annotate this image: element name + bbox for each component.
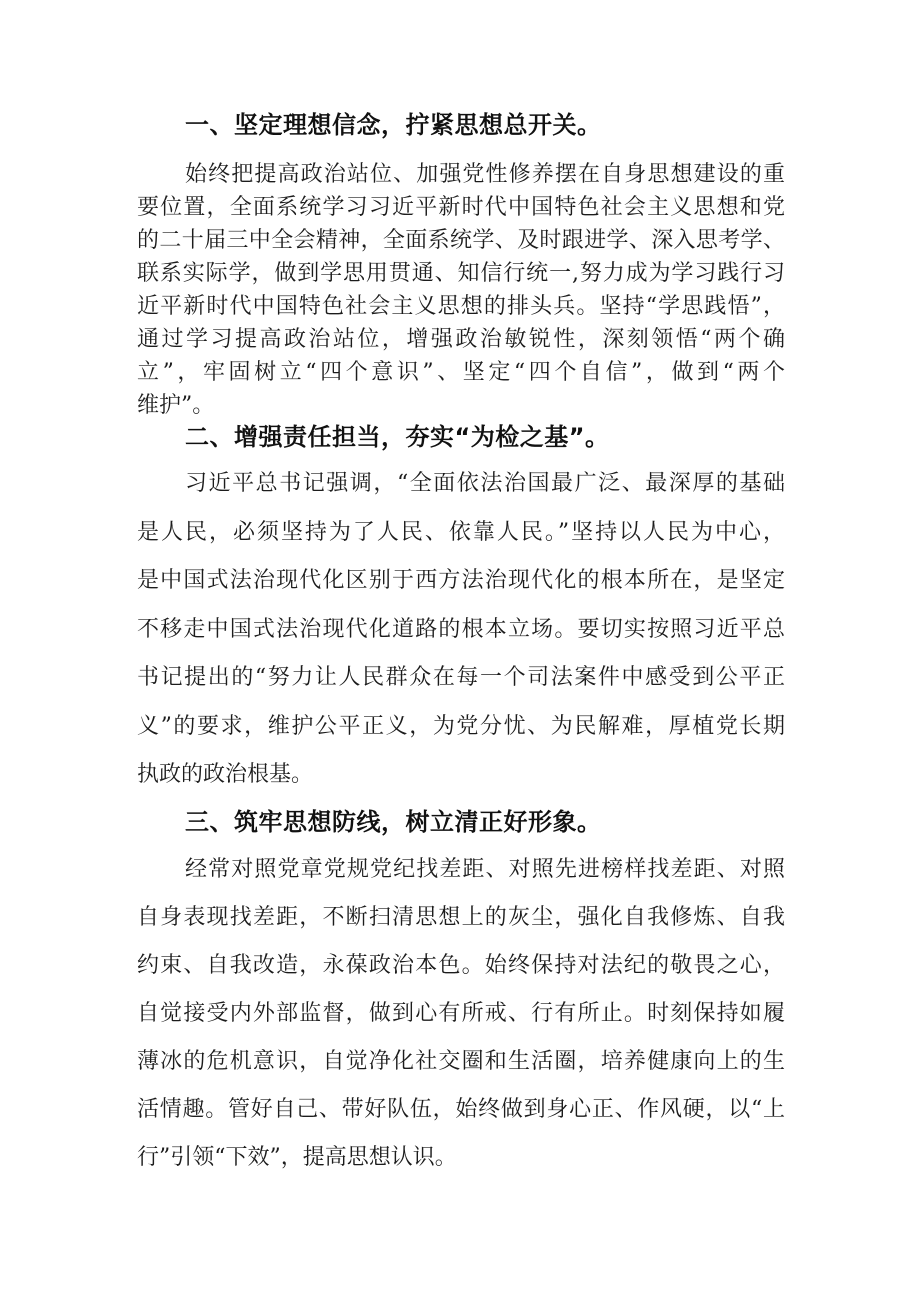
paragraph-line: 行”引领“下效”，提高思想认识。 [137, 1145, 457, 1170]
section-paragraph-3 [137, 846, 785, 1182]
paragraph-line: 近平新时代中国特色社会主义思想的排头兵。坚持“学思践悟”， [137, 294, 785, 319]
paragraph-line: 始终把提高政治站位、加强党性修养摆在自身思想建设的重 [185, 162, 785, 187]
paragraph-line: 的二十届三中全会精神，全面系统学、及时跟进学、深入思考学、 [137, 228, 785, 253]
paragraph-line: 是中国式法治现代化区别于西方法治现代化的根本所在，是坚定 [137, 568, 785, 593]
paragraph-line: 经常对照党章党规党纪找差距、对照先进榜样找差距、对照 [185, 857, 785, 882]
paragraph-line: 维护”。 [137, 393, 215, 418]
paragraph-line: 是人民，必须坚持为了人民、依靠人民。”坚持以人民为中心， [137, 519, 785, 545]
paragraph-line: 不移走中国式法治现代化道路的根本立场。要切实按照习近平总 [137, 616, 785, 642]
section-heading-2: 二、增强责任担当，夯实“为检之基”。 [185, 423, 610, 451]
paragraph-line: 活情趣。管好自己、带好队伍，始终做到身心正、作风硬，以“上 [137, 1097, 785, 1122]
paragraph-line: 立”，牢固树立“四个意识”、坚定“四个自信”，做到“两个 [137, 360, 785, 385]
section-paragraph-1 [137, 158, 785, 422]
paragraph-line: 联系实际学，做到学思用贯通、知信行统一,努力成为学习践行习 [137, 261, 785, 286]
paragraph-line: 薄冰的危机意识，自觉净化社交圈和生活圈，培养健康向上的生 [137, 1049, 785, 1074]
paragraph-line: 义”的要求，维护公平正义，为党分忧、为民解难，厚植党长期 [137, 713, 785, 739]
paragraph-line: 自觉接受内外部监督，做到心有所戒、行有所止。时刻保持如履 [137, 1001, 785, 1026]
paragraph-line: 要位置，全面系统学习习近平新时代中国特色社会主义思想和党 [137, 195, 785, 220]
section-heading-1: 一、坚定理想信念，拧紧思想总开关。 [185, 111, 602, 139]
paragraph-line: 约束、自我改造，永葆政治本色。始终保持对法纪的敬畏之心， [137, 953, 785, 978]
paragraph-line: 习近平总书记强调，“全面依法治国最广泛、最深厚的基础 [185, 471, 785, 496]
paragraph-line: 通过学习提高政治站位，增强政治敏锐性，深刻领悟“两个确 [137, 327, 785, 352]
section-heading-3: 三、筑牢思想防线，树立清正好形象。 [185, 808, 602, 836]
paragraph-line: 自身表现找差距，不断扫清思想上的灰尘，强化自我修炼、自我 [137, 905, 785, 930]
paragraph-line: 执政的政治根基。 [137, 762, 314, 787]
section-paragraph-2 [137, 460, 785, 800]
paragraph-line: 书记提出的“努力让人民群众在每一个司法案件中感受到公平正 [137, 665, 785, 690]
